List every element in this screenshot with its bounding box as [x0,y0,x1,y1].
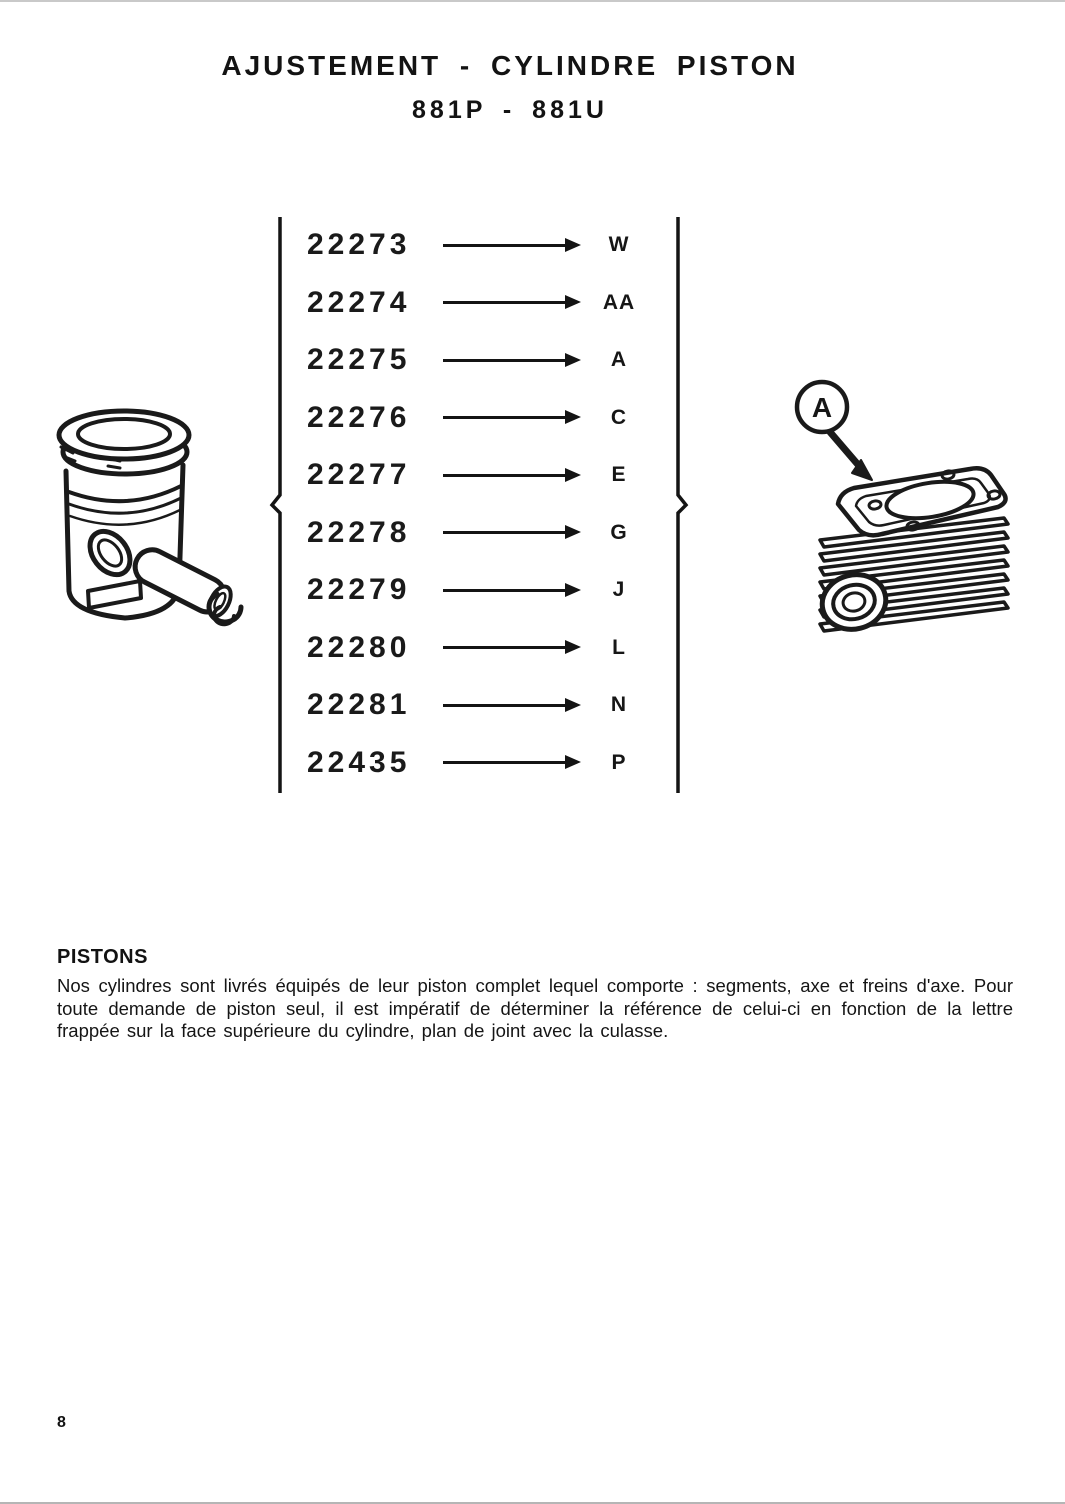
table-row [307,746,671,780]
size-letter: P [611,750,627,774]
arrow-right-icon [443,704,567,707]
size-letter: N [610,693,628,717]
table-row [307,401,671,435]
part-number: 22279 [307,573,411,607]
arrow-right-icon [443,359,567,362]
table-row [307,573,671,607]
size-letter: A [610,348,628,372]
part-number: 22275 [307,343,411,377]
callout-a-label: A [811,392,833,423]
part-number: 22276 [307,400,411,434]
page-title: AJUSTEMENT - CYLINDRE PISTON [221,50,799,81]
right-bracket-line [672,217,690,793]
page-number: 8 [57,1414,66,1431]
title-block [0,50,1020,125]
part-number: 22435 [307,745,411,779]
size-letter: J [612,578,626,602]
size-letter: L [612,635,626,659]
arrow-right-icon [443,531,567,534]
table-row [307,228,671,262]
table-row [307,516,671,550]
size-letter: AA [602,290,636,314]
piston-illustration [28,395,258,645]
left-bracket-line [268,217,286,793]
section-body: Nos cylindres sont livrés équipés de leur piston complet lequel comporte : segments, axe et freins d'axe. Pour toute demande de piston seul, il est impératif de déterminer la référence de celui-ci en fonction de la lettre frappée sur la face supérieure du cylindre, plan de joint avec la culasse. [57,975,1013,1041]
table-row [307,458,671,492]
table-row [307,286,671,320]
size-letter: G [610,520,628,544]
part-letter-table [277,217,681,793]
arrow-right-icon [443,244,567,247]
part-number: 22273 [307,228,411,261]
size-letter: E [611,463,627,487]
page-subtitle: 881P - 881U [412,96,608,124]
size-letter: C [610,405,628,429]
arrow-right-icon [443,474,567,477]
table-row [307,343,671,377]
table-row [307,688,671,722]
size-letter: W [608,233,630,256]
arrow-right-icon [443,416,567,419]
section-heading: PISTONS [57,946,148,968]
part-number: 22280 [307,630,411,664]
arrow-right-icon [443,761,567,764]
part-number: 22274 [307,285,411,319]
part-number: 22277 [307,458,411,492]
arrow-right-icon [443,589,567,592]
cylinder-illustration [758,374,1020,658]
arrow-right-icon [443,301,567,304]
arrow-right-icon [443,646,567,649]
pistons-section [57,946,1013,1043]
table-rows [307,217,671,793]
part-number: 22281 [307,688,411,722]
part-number: 22278 [307,515,411,549]
table-row [307,631,671,665]
